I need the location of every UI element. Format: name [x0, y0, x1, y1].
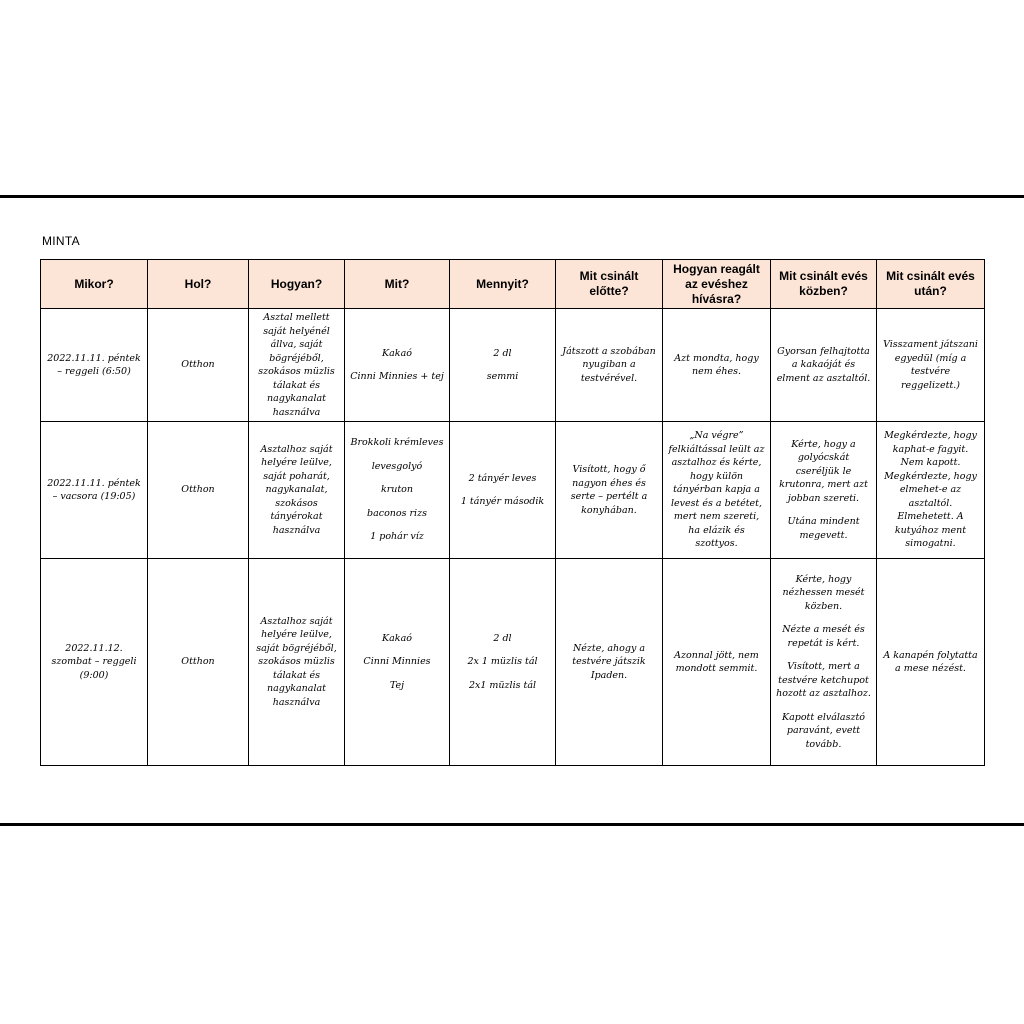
cell-line: Kérte, hogy a golyócskát cseréljük le krutonra, mert azt jobban szereti.: [779, 438, 868, 504]
cell-line: 2 dl: [493, 632, 512, 644]
cell-line: Cinni Minnies + tej: [350, 371, 444, 382]
cell-utan: Megkérdezte, hogy kaphat-e fagyit. Nem kapott. Megkérdezte, hogy elmehet-e az asztaltól. Elmehetett. A kutyához ment simogatni.: [877, 422, 985, 559]
header-utan: Mit csinált evés után?: [877, 260, 985, 309]
cell-mennyit: [450, 422, 556, 559]
header-hogyan: Hogyan?: [249, 260, 345, 309]
cell-reakcio: „Na végre” felkiáltással leült az asztalhoz és kérte, hogy külön tányérban kapja a levest és a betétet, mert nem szereti, ha elázik és szottyos.: [663, 422, 771, 559]
header-elotte: Mit csinált előtte?: [556, 260, 663, 309]
header-reakcio: Hogyan reagált az evéshez hívásra?: [663, 260, 771, 309]
cell-kozben: [771, 559, 877, 766]
cell-elotte: Visított, hogy ő nagyon éhes és serte – pertélt a konyhában.: [556, 422, 663, 559]
cell-line: Brokkoli krémleves: [350, 437, 444, 449]
header-row: [41, 260, 985, 309]
cell-kozben: Gyorsan felhajtotta a kakaóját és elment az asztaltól.: [771, 309, 877, 422]
cell-elotte: Játszott a szobában nyugiban a testvérével.: [556, 309, 663, 422]
cell-hol: Otthon: [148, 422, 249, 559]
cell-line: Visított, mert a testvére ketchupot hozott az asztalhoz.: [776, 661, 871, 700]
cell-line: semmi: [486, 371, 519, 382]
eating-log-table: [40, 259, 985, 766]
cell-kozben: [771, 422, 877, 559]
top-divider: [0, 195, 1024, 198]
cell-line: Kapott elválasztó paravánt, evett tovább.: [781, 711, 866, 750]
cell-line: 1 pohár víz: [370, 531, 424, 543]
cell-line: Tej: [389, 679, 405, 691]
cell-line: 2 tányér leves: [468, 472, 537, 484]
header-hol: Hol?: [148, 260, 249, 309]
cell-line: Cinni Minnies: [363, 656, 431, 668]
cell-elotte: Nézte, ahogy a testvére játszik Ipaden.: [556, 559, 663, 766]
cell-line: baconos rizs: [367, 507, 427, 519]
cell-line: 2x 1 müzlis tál: [467, 656, 538, 668]
cell-mennyit: [450, 309, 556, 422]
caption-label: MINTA: [42, 234, 80, 248]
cell-line: Utána mindent megevett.: [787, 516, 860, 541]
cell-line: Kakaó: [382, 347, 412, 359]
cell-utan: A kanapén folytatta a mese nézést.: [877, 559, 985, 766]
cell-mikor: 2022.11.12. szombat – reggeli (9:00): [41, 559, 148, 766]
cell-hogyan: Asztalhoz saját helyére leülve, saját poharát, nagykanalat, szokásos tányérokat használva: [249, 422, 345, 559]
cell-line: levesgolyó: [371, 460, 423, 472]
table-row: [41, 309, 985, 422]
cell-reakcio: Azonnal jött, nem mondott semmit.: [663, 559, 771, 766]
cell-mit: [345, 559, 450, 766]
cell-mikor: 2022.11.11. péntek – vacsora (19:05): [41, 422, 148, 559]
cell-hol: Otthon: [148, 559, 249, 766]
table-row: [41, 559, 985, 766]
cell-mit: [345, 309, 450, 422]
header-mennyit: Mennyit?: [450, 260, 556, 309]
cell-utan: Visszament játszani egyedül (míg a testvére reggelizett.): [877, 309, 985, 422]
cell-hol: Otthon: [148, 309, 249, 422]
table-row: [41, 422, 985, 559]
cell-hogyan: Asztalhoz saját helyére leülve, saját bögréjéből, szokásos müzlis tálakat és nagykanalat használva: [249, 559, 345, 766]
cell-line: kruton: [380, 484, 414, 496]
cell-line: 2 dl: [493, 347, 512, 359]
header-kozben: Mit csinált evés közben?: [771, 260, 877, 309]
bottom-divider: [0, 823, 1024, 826]
header-mikor: Mikor?: [41, 260, 148, 309]
cell-line: Kérte, hogy nézhessen mesét közben.: [782, 573, 865, 612]
header-mit: Mit?: [345, 260, 450, 309]
cell-hogyan: Asztal mellett saját helyénél állva, saját bögréjéből, szokásos müzlis tálakat és nagykanalat használva: [249, 309, 345, 422]
cell-reakcio: Azt mondta, hogy nem éhes.: [663, 309, 771, 422]
cell-mennyit: [450, 559, 556, 766]
cell-line: Nézte a mesét és repetát is kért.: [782, 624, 865, 649]
cell-line: Kakaó: [382, 632, 412, 644]
cell-mikor: 2022.11.11. péntek – reggeli (6:50): [41, 309, 148, 422]
cell-line: 1 tányér második: [460, 496, 545, 507]
cell-mit: [345, 422, 450, 559]
cell-line: 2x1 müzlis tál: [468, 679, 537, 691]
